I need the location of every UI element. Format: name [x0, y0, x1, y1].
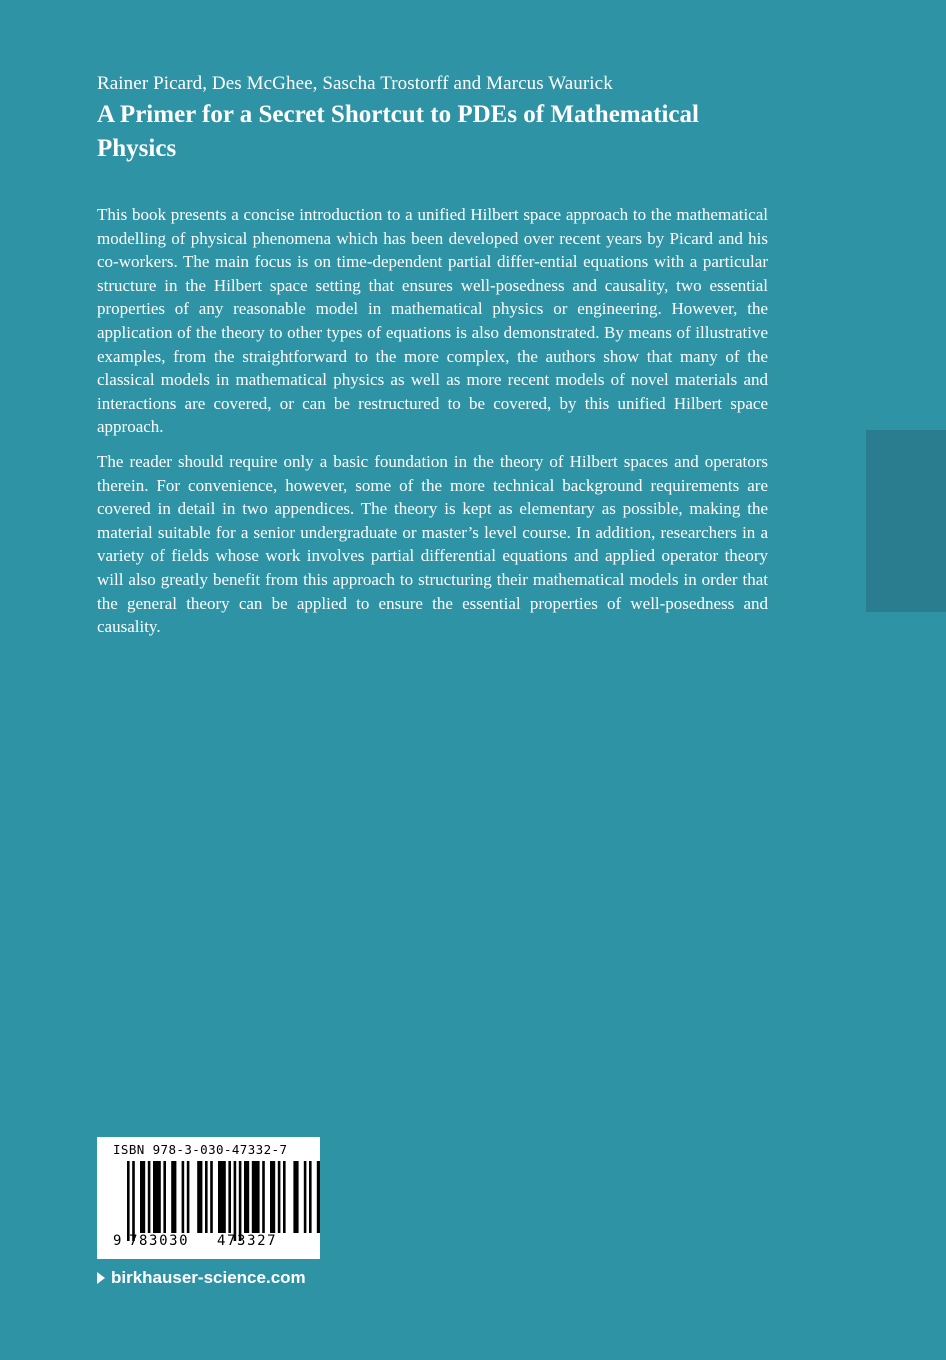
barcode-bar [304, 1161, 307, 1233]
book-title: A Primer for a Secret Shortcut to PDEs of Mathematical Physics [97, 101, 699, 162]
barcode-bar [171, 1161, 176, 1233]
barcode-bar [205, 1161, 208, 1233]
barcode-bar [317, 1161, 320, 1233]
barcode-bar [309, 1161, 312, 1233]
book-description [97, 203, 768, 650]
barcode-bar [239, 1161, 242, 1241]
barcode-bar [244, 1161, 249, 1233]
description-paragraph-1: This book presents a concise introduction to a unified Hilbert space approach to the mathematical modelling of physical phenomena which has been developed over recent years by Picard and his co-workers. The main focus is on time-dependent partial differ-ential equations with a particular structure in the Hilbert space setting that ensures well-posedness and causality, two essential properties of any reasonable model in mathematical physics or engineering. However, the application of the theory to other types of equations is also demonstrated. By means of illustrative examples, from the straightforward to the more complex, the authors show that many of the classical models in mathematical physics as well as more recent models of novel materials and interactions are covered, or can be restructured to be covered, by this unified Hilbert space approach. [97, 205, 768, 437]
barcode-bar [127, 1161, 130, 1241]
barcode-digits-left: 783030 [129, 1233, 190, 1249]
barcode-bar [252, 1161, 260, 1233]
barcode-bar [228, 1161, 231, 1233]
barcode-bar [132, 1161, 135, 1241]
author-list: Rainer Picard, Des McGhee, Sascha Trostorff and Marcus Waurick [97, 73, 613, 94]
website-url: birkhauser-science.com [111, 1268, 306, 1287]
barcode-bar [283, 1161, 286, 1233]
barcode-bar [187, 1161, 190, 1233]
barcode-bar [148, 1161, 151, 1233]
isbn-label: ISBN 978-3-030-47332-7 [113, 1142, 288, 1157]
description-paragraph-2: The reader should require only a basic foundation in the theory of Hilbert spaces and operators therein. For convenience, however, some of the more technical background requirements are covered in detail in two appendices. The theory is kept as elementary as possible, making the material suitable for a senior undergraduate or master’s level course. In addition, researchers in a variety of fields whose work involves partial differential equations and applied operator theory will also greatly benefit from this approach to structuring their mathematical models in order that the general theory can be applied to ensure the essential properties of well-posedness and causality. [97, 451, 768, 637]
barcode-bar [262, 1161, 265, 1233]
barcode-digits-right: 473327 [217, 1233, 278, 1249]
publisher-website[interactable] [97, 1268, 306, 1288]
barcode-bar [234, 1161, 237, 1241]
barcode-bar [210, 1161, 213, 1233]
barcode-bar [197, 1161, 202, 1233]
barcode-bar [278, 1161, 281, 1233]
barcode-bar [270, 1161, 275, 1233]
barcode-bar [140, 1161, 145, 1233]
barcode-bar [218, 1161, 226, 1233]
barcode-bar [182, 1161, 185, 1233]
barcode-bar [153, 1161, 161, 1233]
barcode-bar [163, 1161, 166, 1233]
barcode-bar [293, 1161, 298, 1233]
isbn-barcode [97, 1137, 320, 1259]
barcode-digit-first: 9 [113, 1233, 122, 1249]
arrow-right-icon [97, 1272, 105, 1284]
spine-color-tab [866, 430, 946, 612]
